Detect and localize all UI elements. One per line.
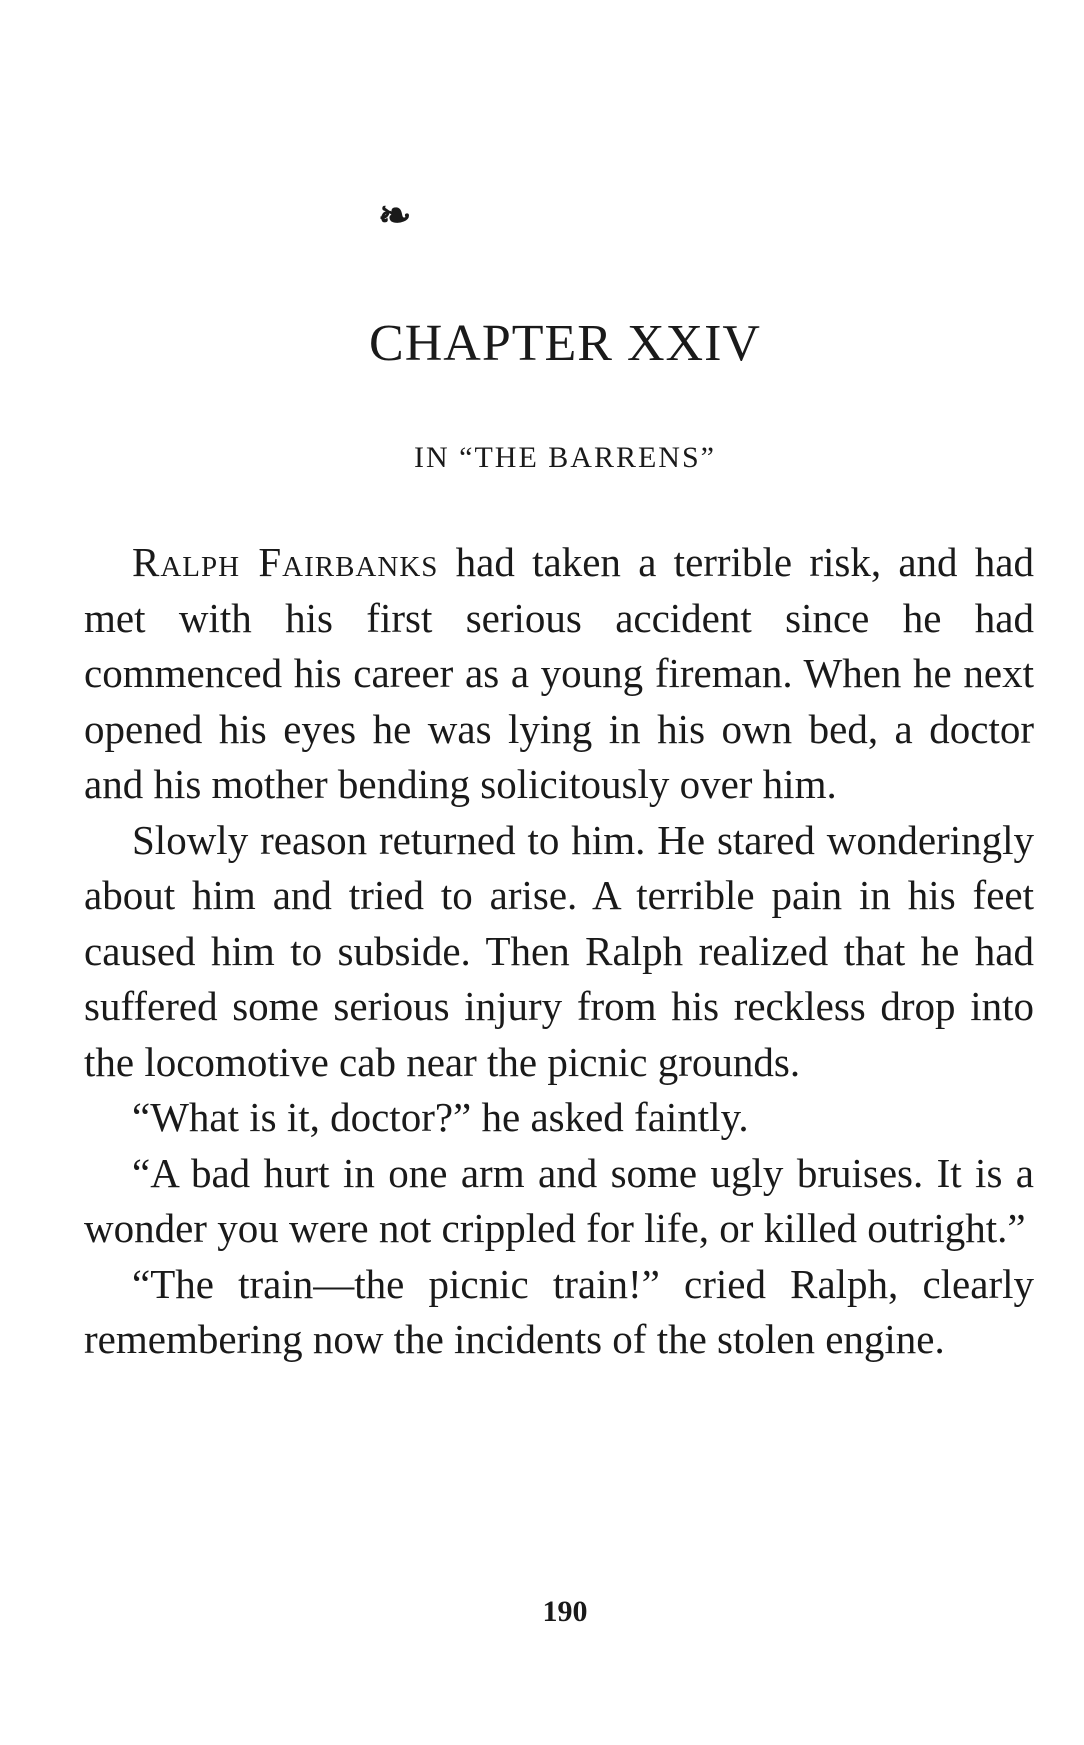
chapter-subtitle: IN “THE BARRENS” (414, 441, 716, 474)
paragraph (84, 535, 1034, 813)
paragraph: Slowly reason returned to him. He stared wonderingly about him and tried to arise. A terrible pain in his feet caused him to subside. Then Ralph realized that he had suffered some serious injury from his reckless drop into the locomotive cab near the picnic grounds. (84, 816, 1034, 1085)
chapter-title: CHAPTER XXIV (369, 315, 761, 372)
paragraph-lead-name: Ralph Fairbanks (132, 539, 439, 585)
paragraph: “A bad hurt in one arm and some ugly bruises. It is a wonder you were not crippled for life, or killed outright.” (84, 1149, 1034, 1251)
page-number: 190 (542, 1595, 588, 1628)
chapter-body (84, 535, 1034, 1368)
paragraph: “What is it, doctor?” he asked faintly. (132, 1094, 749, 1140)
paragraph: “The train—the picnic train!” cried Ralph, clearly remembering now the incidents of the stolen engine. (84, 1260, 1034, 1362)
paragraph-text: had taken a terrible risk, and had met with his first serious accident since he had commenced his career as a young fireman. When he next opened his eyes he was lying in his own bed, a doctor and his mother bending solicitously over him. (84, 539, 1035, 807)
ornament-icon: ❧ (378, 193, 412, 238)
